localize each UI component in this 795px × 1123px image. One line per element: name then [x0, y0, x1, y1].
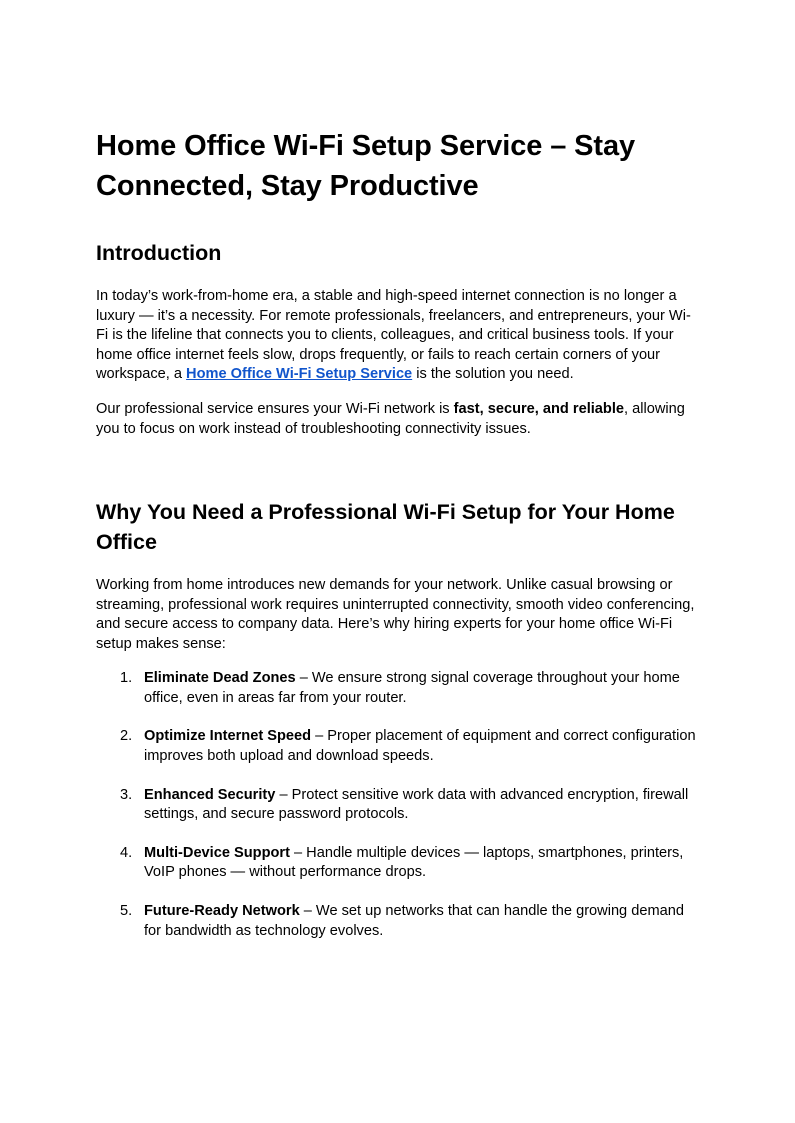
list-number: 1.	[120, 670, 133, 686]
benefits-list	[96, 669, 700, 941]
list-number: 4.	[120, 844, 133, 861]
list-item-text: – We ensure strong signal coverage throughout your home office, even in areas far from your router.	[144, 670, 680, 706]
why-paragraph: Working from home introduces new demands for your network. Unlike casual browsing or streaming, professional work requires uninterrupted connectivity, smooth video conferencing, and secure access to company data. Here’s why hiring experts for your home office Wi-Fi setup makes sense:	[96, 577, 695, 652]
intro-paragraph-1	[96, 287, 700, 385]
list-item-title: Eliminate Dead Zones	[144, 670, 296, 686]
introduction-heading: Introduction	[96, 241, 222, 265]
intro-p2-text-end: , allowing you to focus on work instead of troubleshooting connectivity issues.	[96, 401, 685, 437]
list-item-title: Future-Ready Network	[144, 903, 300, 920]
list-item	[96, 844, 700, 883]
why-heading: Why You Need a Professional Wi-Fi Setup for Your Home Office	[96, 500, 675, 554]
list-item	[96, 669, 700, 708]
list-item-text: – We set up networks that can handle the growing demand for bandwidth as technology evolves.	[144, 903, 684, 939]
list-item	[96, 902, 700, 941]
list-number: 5.	[120, 903, 133, 920]
list-item-title: Enhanced Security	[144, 786, 276, 803]
intro-paragraph-2	[96, 400, 700, 439]
list-item-text: – Proper placement of equipment and correct configuration improves both upload and download speeds.	[144, 728, 696, 764]
page-title: Home Office Wi-Fi Setup Service – Stay Connected, Stay Productive	[96, 130, 636, 202]
document-body	[96, 126, 700, 960]
list-item-title: Optimize Internet Speed	[144, 728, 312, 745]
list-number: 3.	[120, 786, 133, 803]
intro-p2-text: Our professional service ensures your Wi-Fi network is	[96, 401, 454, 417]
list-item	[96, 727, 700, 766]
list-number: 2.	[120, 728, 133, 745]
home-office-wifi-setup-link[interactable]: Home Office Wi-Fi Setup Service	[186, 366, 413, 382]
intro-p1-text: In today’s work-from-home era, a stable and high-speed internet connection is no longer a luxury — it’s a necessity. For remote professionals, freelancers, and entrepreneurs, your Wi-Fi is the lifeline that connects you to clients, colleagues, and critical business tools. If your home office internet feels slow, drops frequently, or fails to reach certain corners of your workspace, a	[96, 288, 691, 382]
list-item-title: Multi-Device Support	[144, 844, 290, 861]
intro-p1-text-end: is the solution you need.	[412, 366, 574, 382]
list-item-text: – Handle multiple devices — laptops, smartphones, printers, VoIP phones — without performance drops.	[144, 844, 684, 881]
intro-p2-bold: fast, secure, and reliable	[453, 401, 625, 417]
list-item	[96, 786, 700, 825]
list-item-text: – Protect sensitive work data with advanced encryption, firewall settings, and secure password protocols.	[144, 786, 689, 823]
